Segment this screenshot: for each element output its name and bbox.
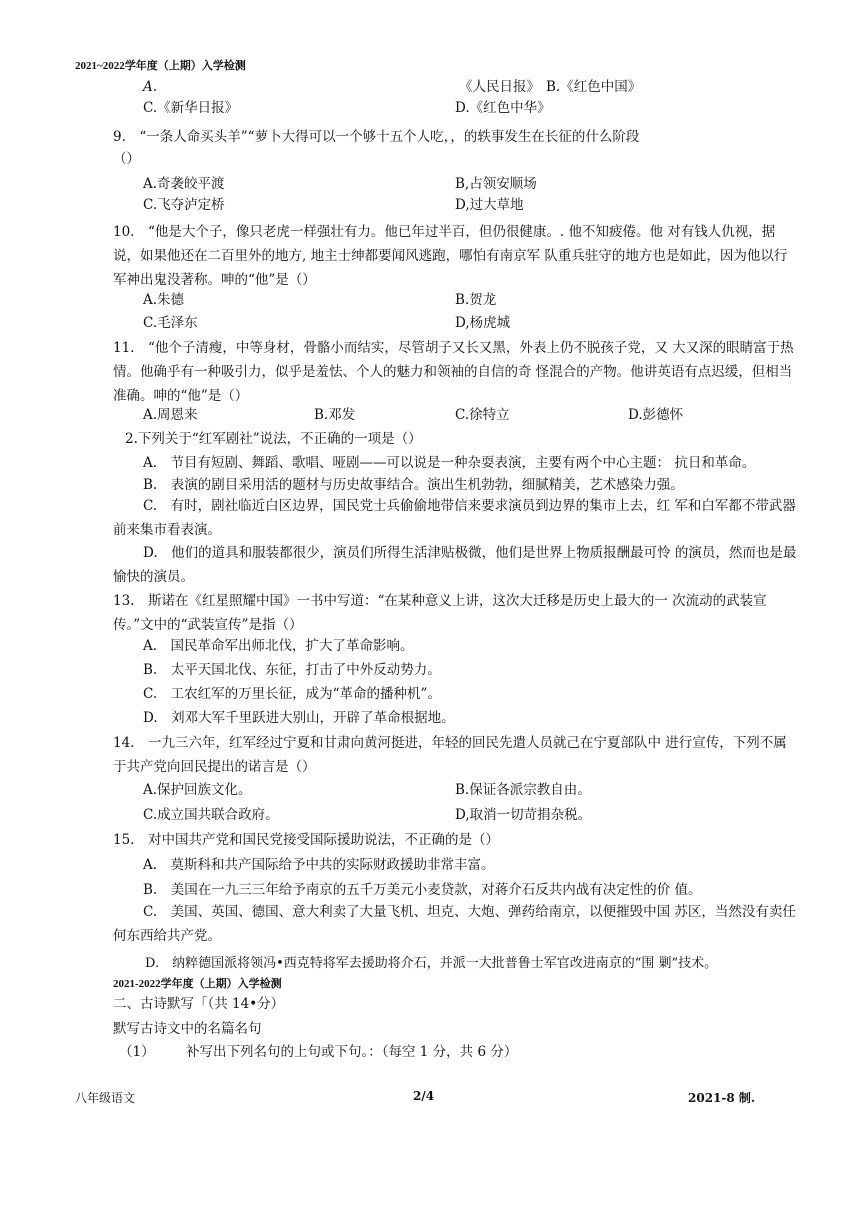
q10-stem: 10. “他是大个子，像只老虎一样强壮有力。他已年过半百，但仍很健康。. 他不知疲倦。他 对有钱人仇视，据说，如果他还在二百里外的地方, 地主士绅都要闻风逃跑，哪怕有南京军 队重兵驻守的地方也是如此，因为他以行军神出鬼没著称。呻的“他”是（） bbox=[113, 224, 788, 288]
q12-option-a: A. 节目有短剧、舞蹈、歌唱、哑剧——可以说是一种杂耍表演，主要有两个中心主题： 抗日和革命。 bbox=[143, 455, 756, 471]
q11-stem: 11. “他个子清瘦，中等身材，骨骼小而结实，尽管胡子又长又黑，外表上仍不脱孩子党，又 大又深的眼睛富于热情。他确乎有一种吸引力，似乎是羞怯、个人的魅力和领袖的自信的奇 怪混合的产物。他讲英语有点迟缓，但相当准确。呻的“他”是（） bbox=[113, 340, 794, 404]
q13-option-c: C. 工农红军的万里长征，成为“革命的播种机”。 bbox=[143, 686, 441, 702]
q8-option-b: B.《红色中国》 bbox=[546, 79, 642, 95]
q15-option-a: A. 莫斯科和共产国际给予中共的实际财政援助非常丰富。 bbox=[143, 857, 495, 873]
q12-stem: 2.下列关于“红军剧社”说法，不正确的一项是（） bbox=[125, 431, 422, 447]
q11-option-c: C.徐特立 bbox=[455, 407, 510, 423]
q13-stem: 13. 斯诺在《红星照耀中国》一书中写道：“在某种意义上讲，这次大迁移是历史上最大的一 次流动的武装宣传。”文中的“武装宣传”是指（） bbox=[113, 593, 767, 633]
q9-option-d: D,过大草地 bbox=[455, 197, 524, 213]
q14-option-a: A.保护回族文化。 bbox=[143, 782, 252, 798]
footer-subject: 八年级语文 bbox=[75, 1091, 136, 1105]
q14-option-c: C.成立国共联合政府。 bbox=[143, 807, 279, 823]
section2-title: 二、古诗默写「（共 14•分） bbox=[113, 996, 285, 1012]
q14-stem: 14. 一九三六年，红军经过宁夏和甘肃向黄河挺进，年轻的回民先遣人员就己在宁夏部队中 进行宣传，下列不属于共产党向回民提出的诺言是（） bbox=[113, 735, 787, 775]
q11-option-a: A.周恩来 bbox=[143, 407, 198, 423]
q9-stem: 9. “一条人命买头羊”“萝卜大得可以一个够十五个人吃，，的轶事发生在长征的什么阶段 bbox=[113, 129, 640, 145]
q8-option-a-text: 《人民日报》 bbox=[459, 79, 540, 95]
section2-item1-number: （1） bbox=[119, 1044, 155, 1060]
q9-stem-bracket: （） bbox=[113, 151, 140, 167]
q10-option-c: C.毛泽东 bbox=[143, 315, 198, 331]
q11-option-b: B.邓发 bbox=[314, 407, 356, 423]
q11-option-d: D.彭德怀 bbox=[628, 407, 684, 423]
q9-option-a: A.奇袭皎平渡 bbox=[143, 176, 225, 192]
q14-option-d: D,取消一切苛捐杂税。 bbox=[455, 807, 592, 823]
page-header: 2021~2022学年度（上期）入学检测 bbox=[75, 60, 246, 72]
q12-option-b: B. 表演的剧目采用活的题材与历史故事结合。演出生机勃勃，细腻精美，艺术感染力强。 bbox=[143, 477, 684, 493]
q8-option-a-letter: A. bbox=[143, 79, 158, 95]
q15-option-c: C. 美国、英国、德国、意大利卖了大量飞机、坦克、大炮、弹药给南京，以便摧毁中国 苏区，当然没有卖任何东西给共产党。 bbox=[113, 904, 796, 944]
q15-option-b: B. 美国在一九三三年给予南京的五千万美元小麦贷款，对蒋介石反共内战有决定性的价 值。 bbox=[143, 882, 702, 898]
q12-option-d: D. 他们的道具和服装都很少，演员们所得生活津贴极微，他们是世界上物质报酬最可怜 的演员，然而也是最愉快的演员。 bbox=[113, 545, 797, 585]
footer-date: 2021-8 制. bbox=[688, 1091, 756, 1105]
section2-subtitle: 默写古诗文中的名篇名句 bbox=[113, 1021, 262, 1037]
q15-option-d: D. 纳粹德国派将领冯•西克特将军去援助将介石，并派一大批普鲁士军官改进南京的“围 剿”技术。 bbox=[145, 956, 718, 971]
q10-option-b: B.贺龙 bbox=[455, 292, 497, 308]
footer-page-number: 2/4 bbox=[413, 1089, 435, 1103]
q8-option-c: C.《新华日报》 bbox=[143, 100, 239, 116]
q10-option-a: A.朱德 bbox=[143, 292, 185, 308]
q13-option-d: D. 刘邓大军千里跃进大别山，开辟了革命根据地。 bbox=[143, 710, 455, 726]
q14-option-b: B.保证各派宗教自由。 bbox=[455, 782, 591, 798]
q8-option-d: D.《红色中华》 bbox=[455, 100, 551, 116]
page-header-repeat: 2021-2022学年度（上期）入学检测 bbox=[113, 978, 282, 990]
q10-option-d: D,杨虎城 bbox=[455, 315, 511, 331]
q9-option-c: C.飞夺泸定桥 bbox=[143, 197, 225, 213]
q13-option-a: A. 国民革命军出师北伐，扩大了革命影响。 bbox=[143, 638, 414, 654]
section2-item1-text: 补写出下列名句的上句或下句。：（每空 1 分，共 6 分） bbox=[186, 1044, 518, 1060]
q15-stem: 15. 对中国共产党和国民党接受国际援助说法，不正确的是（） bbox=[113, 832, 499, 848]
q13-option-b: B. 太平天国北伐、东征，打击了中外反动势力。 bbox=[143, 662, 441, 678]
q9-option-b: B,占领安顺场 bbox=[455, 176, 537, 192]
q12-option-c: C. 有时，剧社临近白区边界，国民党士兵偷偷地带信来要求演员到边界的集市上去，红 军和白军都不带武器前来集市看表演。 bbox=[113, 498, 796, 538]
